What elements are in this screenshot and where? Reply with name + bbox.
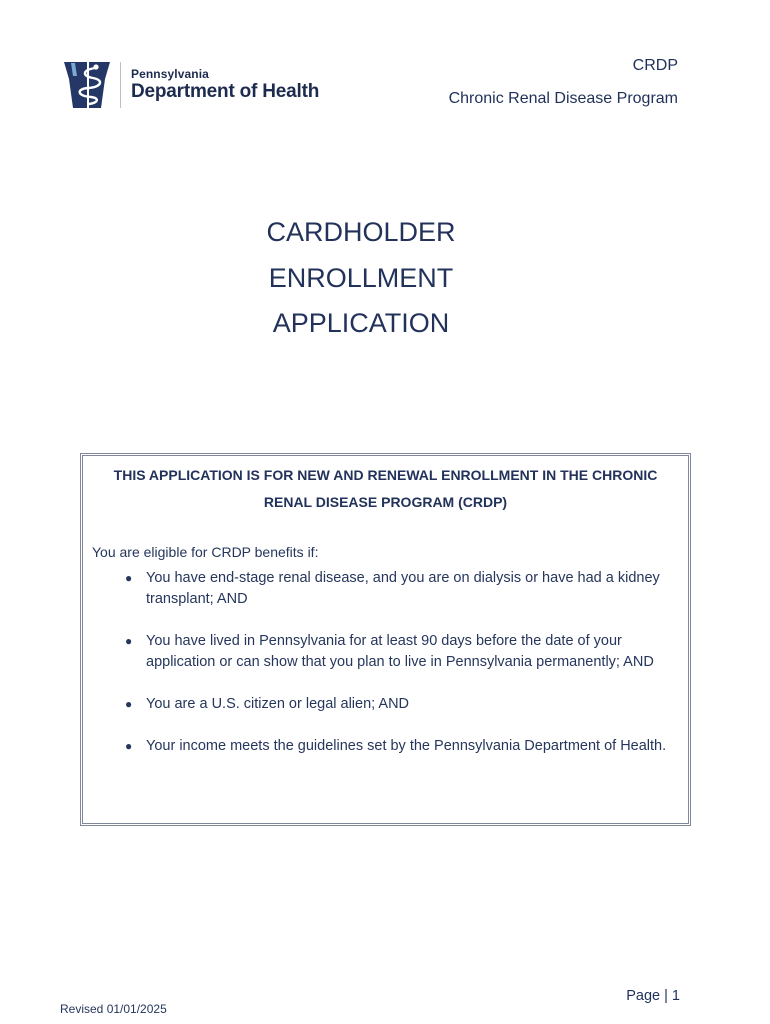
keystone-staff-icon [62,58,112,112]
program-name: Chronic Renal Disease Program [448,90,678,107]
logo-divider [120,62,121,108]
criterion-text: You have lived in Pennsylvania for at least 90 days before the date of your application or can show that you plan to live in Pennsylvania permanently; AND [146,633,654,670]
pa-health-logo [62,58,319,112]
logo-wordmark [131,67,319,103]
criterion-text: You are a U.S. citizen or legal alien; AND [146,696,410,712]
bullet-icon: ● [125,739,133,753]
list-item [92,631,678,673]
bullet-icon: ● [125,571,133,585]
criterion-text: Your income meets the guidelines set by the Pennsylvania Department of Health. [146,738,667,754]
bullet-icon: ● [125,634,133,648]
list-item [92,736,678,757]
list-item [92,694,678,715]
bullet-icon: ● [125,697,133,711]
notice-heading: THIS APPLICATION IS FOR NEW AND RENEWAL ENROLLMENT IN THE CHRONIC RENAL DISEASE PROGRAM (CRDP) [113,467,658,510]
title-line-3: APPLICATION [272,308,450,338]
page-number: Page | 1 [626,988,680,1004]
criterion-text: You have end-stage renal disease, and you are on dialysis or have had a kidney transplant; AND [146,570,660,607]
list-item [92,568,678,610]
logo-department-name: Department of Health [131,81,320,102]
logo-state-name: Pennsylvania [131,67,209,81]
title-line-2: ENROLLMENT [268,262,454,293]
title-line-1: CARDHOLDER [266,217,456,247]
program-header [449,56,678,109]
program-code: CRDP [632,57,678,74]
eligibility-criteria-list [92,568,678,778]
eligibility-notice-box [80,453,691,826]
revision-date: Revised 01/01/2025 [60,1002,167,1016]
document-title [0,210,722,347]
eligibility-intro: You are eligible for CRDP benefits if: [92,544,319,560]
